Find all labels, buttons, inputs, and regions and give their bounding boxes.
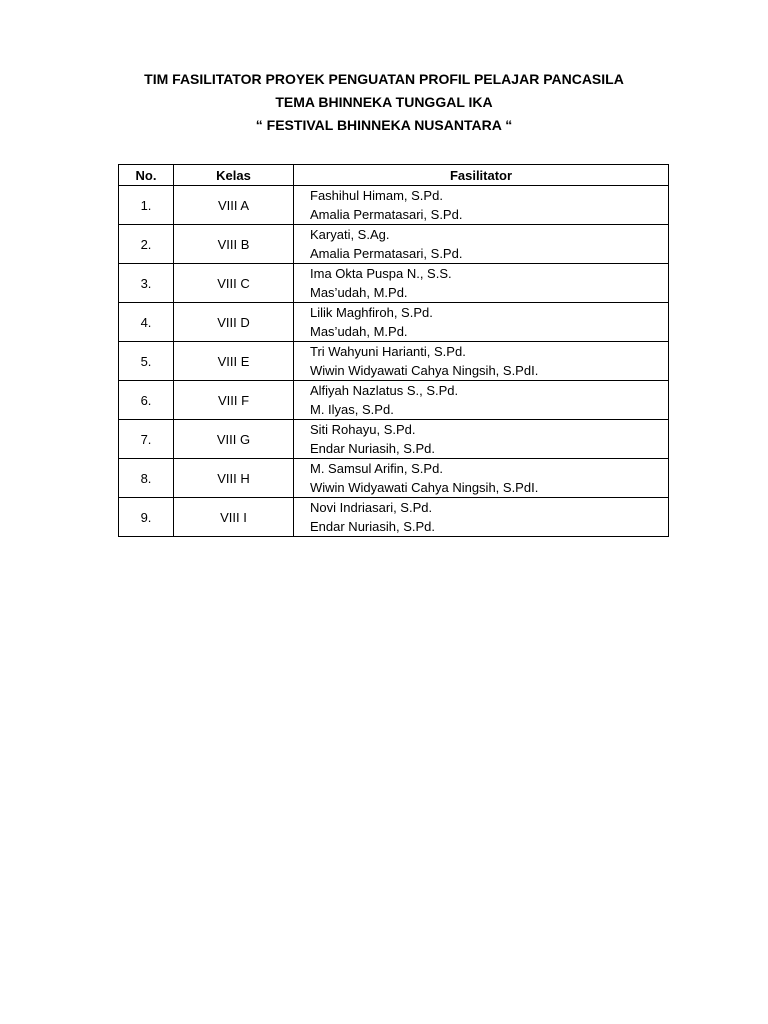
- facilitator-name: Novi Indriasari, S.Pd.: [310, 500, 433, 515]
- table-row: [119, 498, 669, 537]
- table-header-row: [119, 165, 669, 186]
- table-row: [119, 303, 669, 342]
- cell-no: 4.: [119, 303, 174, 342]
- cell-no: 7.: [119, 420, 174, 459]
- cell-fasilitator: [294, 303, 669, 342]
- cell-fasilitator: [294, 186, 669, 225]
- cell-kelas: VIII D: [174, 303, 294, 342]
- facilitator-name: Siti Rohayu, S.Pd.: [310, 422, 416, 437]
- facilitator-name: Lilik Maghfiroh, S.Pd.: [310, 305, 433, 320]
- document-heading: [0, 68, 768, 137]
- facilitator-name: Endar Nuriasih, S.Pd.: [310, 441, 436, 456]
- cell-no: 5.: [119, 342, 174, 381]
- table-row: [119, 264, 669, 303]
- header-kelas: Kelas: [174, 165, 294, 186]
- facilitator-name: Mas’udah, M.Pd.: [310, 324, 408, 339]
- heading-title: TIM FASILITATOR PROYEK PENGUATAN PROFIL PELAJAR PANCASILA: [144, 71, 624, 87]
- table-row: [119, 186, 669, 225]
- facilitator-name: Tri Wahyuni Harianti, S.Pd.: [310, 344, 466, 359]
- facilitator-name: Amalia Permatasari, S.Pd.: [310, 246, 463, 261]
- facilitator-name: Ima Okta Puspa N., S.S.: [310, 266, 452, 281]
- cell-kelas: VIII B: [174, 225, 294, 264]
- facilitator-name: M. Ilyas, S.Pd.: [310, 402, 394, 417]
- table-row: [119, 420, 669, 459]
- table-row: [119, 381, 669, 420]
- facilitator-name: Karyati, S.Ag.: [310, 227, 390, 242]
- facilitator-name: Amalia Permatasari, S.Pd.: [310, 207, 463, 222]
- cell-no: 8.: [119, 459, 174, 498]
- cell-no: 3.: [119, 264, 174, 303]
- header-fasilitator: Fasilitator: [294, 165, 669, 186]
- cell-fasilitator: [294, 342, 669, 381]
- cell-no: 2.: [119, 225, 174, 264]
- cell-fasilitator: [294, 264, 669, 303]
- table-row: [119, 225, 669, 264]
- facilitator-name: Fashihul Himam, S.Pd.: [310, 188, 443, 203]
- facilitator-name: Endar Nuriasih, S.Pd.: [310, 519, 436, 534]
- cell-no: 1.: [119, 186, 174, 225]
- heading-event: “ FESTIVAL BHINNEKA NUSANTARA “: [255, 117, 513, 133]
- table-body: [119, 186, 669, 537]
- cell-kelas: VIII I: [174, 498, 294, 537]
- cell-kelas: VIII G: [174, 420, 294, 459]
- facilitator-name: Alfiyah Nazlatus S., S.Pd.: [310, 383, 459, 398]
- facilitator-name: Wiwin Widyawati Cahya Ningsih, S.PdI.: [310, 363, 539, 378]
- table-row: [119, 459, 669, 498]
- facilitator-name: M. Samsul Arifin, S.Pd.: [310, 461, 443, 476]
- cell-fasilitator: [294, 459, 669, 498]
- cell-kelas: VIII A: [174, 186, 294, 225]
- facilitator-name: Mas’udah, M.Pd.: [310, 285, 408, 300]
- cell-kelas: VIII H: [174, 459, 294, 498]
- cell-fasilitator: [294, 498, 669, 537]
- cell-kelas: VIII F: [174, 381, 294, 420]
- facilitator-table: [118, 164, 669, 537]
- cell-kelas: VIII C: [174, 264, 294, 303]
- facilitator-name: Wiwin Widyawati Cahya Ningsih, S.PdI.: [310, 480, 539, 495]
- heading-theme: TEMA BHINNEKA TUNGGAL IKA: [275, 94, 493, 110]
- header-no: No.: [119, 165, 174, 186]
- cell-fasilitator: [294, 225, 669, 264]
- cell-no: 9.: [119, 498, 174, 537]
- cell-fasilitator: [294, 381, 669, 420]
- cell-no: 6.: [119, 381, 174, 420]
- cell-kelas: VIII E: [174, 342, 294, 381]
- cell-fasilitator: [294, 420, 669, 459]
- table-row: [119, 342, 669, 381]
